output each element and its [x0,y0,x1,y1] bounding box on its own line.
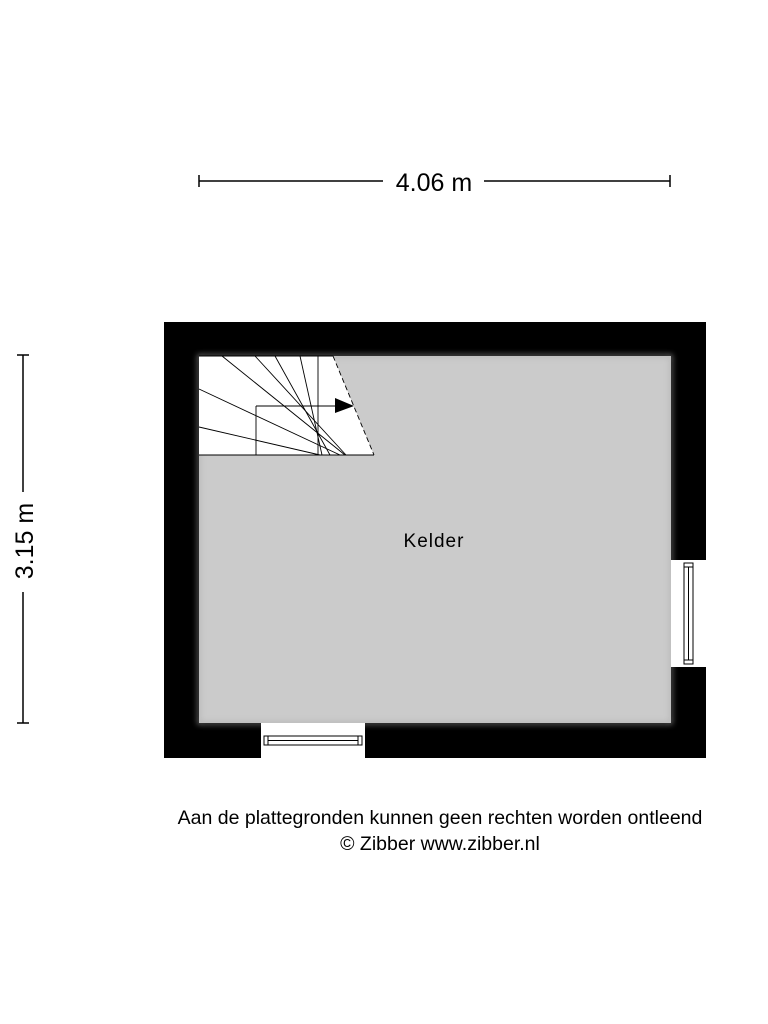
width-label: 4.06 m [395,169,473,197]
room-label-kelder: Kelder [403,531,465,552]
copyright-text: © Zibber www.zibber.nl [340,833,540,855]
height-dimension [11,355,39,723]
disclaimer-text: Aan de plattegronden kunnen geen rechten worden ontleend [177,807,703,829]
height-label: 3.15 m [11,502,39,580]
window-bottom [261,723,365,758]
width-dimension [199,169,670,197]
window-right [671,560,706,667]
